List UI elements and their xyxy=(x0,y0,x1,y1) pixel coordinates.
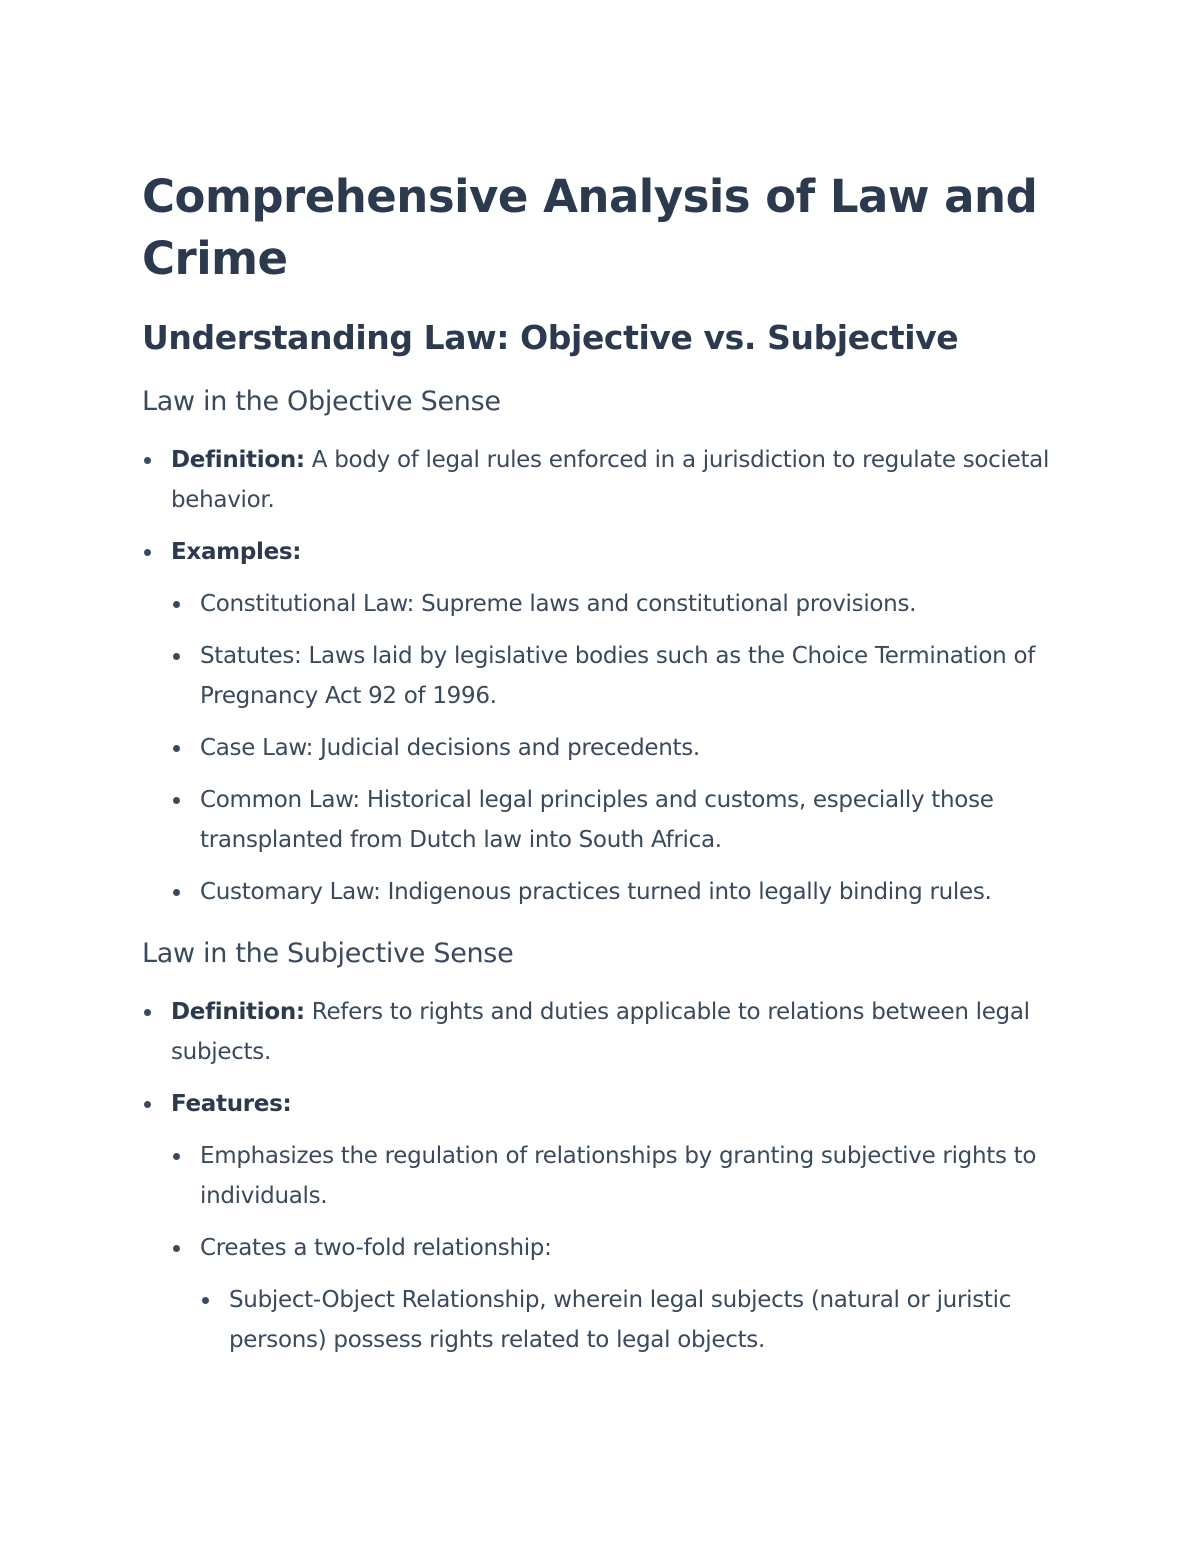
example-text: Customary Law: Indigenous practices turned into legally binding rules. xyxy=(200,879,992,905)
example-text: Common Law: Historical legal principles and customs, especially those transplanted from Dutch law into South Africa. xyxy=(200,787,994,853)
document-page xyxy=(142,166,1072,1372)
examples-list xyxy=(171,584,1072,912)
bullet-icon xyxy=(144,457,151,464)
list-item xyxy=(142,532,1072,912)
subheading-subjective: Law in the Subjective Sense xyxy=(142,938,514,969)
list-item xyxy=(142,1084,1072,1360)
relationship-text: Subject-Object Relationship, wherein legal subjects (natural or juristic persons) possess rights related to legal objects. xyxy=(229,1287,1012,1353)
list-item xyxy=(171,584,1072,624)
bullet-icon xyxy=(173,1153,180,1160)
bullet-icon xyxy=(173,889,180,896)
list-item xyxy=(142,992,1072,1072)
bullet-icon xyxy=(173,745,180,752)
definition-label: Definition: xyxy=(171,999,305,1025)
features-list xyxy=(171,1136,1072,1360)
example-text: Statutes: Laws laid by legislative bodies such as the Choice Termination of Pregnancy Act 92 of 1996. xyxy=(200,643,1036,709)
list-item xyxy=(200,1280,1072,1360)
example-text: Constitutional Law: Supreme laws and constitutional provisions. xyxy=(200,591,917,617)
list-item xyxy=(171,780,1072,860)
list-item xyxy=(171,1136,1072,1216)
features-label: Features: xyxy=(171,1091,292,1117)
objective-list xyxy=(142,440,1072,912)
definition-label: Definition: xyxy=(171,447,305,473)
relationships-list xyxy=(200,1280,1072,1360)
examples-label: Examples: xyxy=(171,539,302,565)
subheading-objective: Law in the Objective Sense xyxy=(142,386,501,417)
bullet-icon xyxy=(173,1245,180,1252)
bullet-icon xyxy=(144,1101,151,1108)
bullet-icon xyxy=(173,797,180,804)
list-item xyxy=(171,1228,1072,1360)
bullet-icon xyxy=(144,1009,151,1016)
bullet-icon xyxy=(173,601,180,608)
definition-text: A body of legal rules enforced in a jurisdiction to regulate societal behavior. xyxy=(171,447,1050,513)
subjective-list xyxy=(142,992,1072,1360)
list-item xyxy=(142,440,1072,520)
bullet-icon xyxy=(173,653,180,660)
feature-text: Creates a two-fold relationship: xyxy=(200,1235,552,1261)
bullet-icon xyxy=(144,549,151,556)
list-item xyxy=(171,728,1072,768)
feature-text: Emphasizes the regulation of relationships by granting subjective rights to individuals. xyxy=(200,1143,1037,1209)
definition-text: Refers to rights and duties applicable to relations between legal subjects. xyxy=(171,999,1030,1065)
bullet-icon xyxy=(202,1297,209,1304)
example-text: Case Law: Judicial decisions and precedents. xyxy=(200,735,700,761)
section-heading: Understanding Law: Objective vs. Subjective xyxy=(142,318,959,357)
document-title: Comprehensive Analysis of Law and Crime xyxy=(142,170,1038,285)
list-item xyxy=(171,872,1072,912)
list-item xyxy=(171,636,1072,716)
